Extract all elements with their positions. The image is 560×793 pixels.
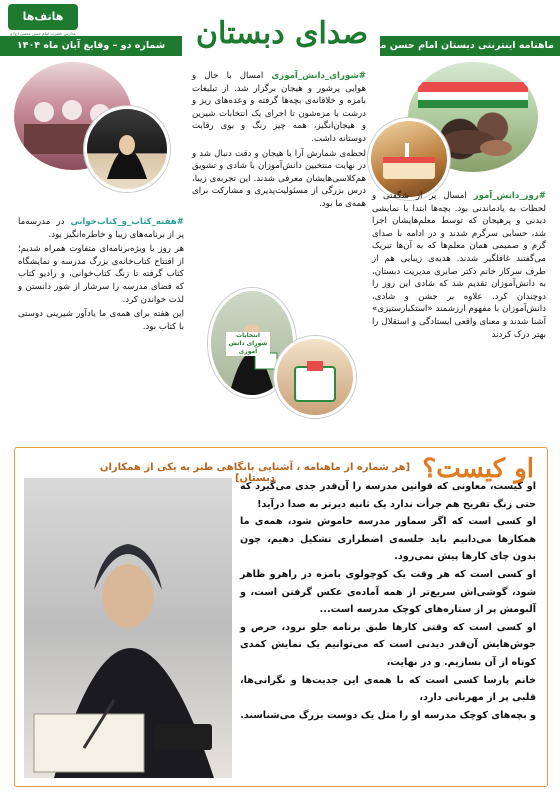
colleague-photo [24, 478, 232, 778]
who-paragraph-5: خانم پارسا کسی است که با همه‌ی این جدیت‌ها و نگرانی‌ها، قلبی پر از مهربانی دارد، [240, 674, 536, 704]
who-paragraph-4: او کسی است که وقتی کارها طبق برنامه جلو نرود، حرص و جوش‌هایش آن‌قدر دیدنی است که می‌توانیم یک نمایش کمدی کوتاه از آن بسازیم. و در نهایت، [240, 621, 536, 668]
council-photo-ballot [274, 336, 356, 418]
student-day-paragraph: #روز_دانش_آموز امسال پر از شگفتی و لحظات به یادماندنی بود. بچه‌ها ابتدا با نمایشی دیدنی و پرهیجان که توسط معلم‌هایشان اجرا شد، حسابی سرگرم شدند و در ادامه با صدای گرم و صمیمی همان معلم‌ها که به آن‌ها تبریک می‌گفتند غافلگیر شدند. هدیه‌ی زیبایی هم از طرف سرکار خانم دکتر صابری مدیریت دبستان، به دانش‌آموزان تقدیم شد که شادی این روز را دوچندان کرد. علاوه بر جشن و شادی، دانش‌آموزان با مفهوم ارزشمند «استکبارستیزی» آشنا شدند و معنای واقعی ایستادگی و استقلال را بهتر درک کردند [372, 191, 546, 340]
logo-subtitle: مدارس حضرت امام حسن مجتبی (ع) و [10, 31, 76, 36]
book-week-paragraph-1: #هفته_کتاب_و_کتاب‌خوانی در مدرسه‌ما پر از برنامه‌های زیبا و خاطره‌انگیز بود. [18, 217, 184, 240]
who-paragraph-2: او کسی است که اگر سماور مدرسه خاموش شود، همه‌ی ما همکارها می‌دانیم باید جلسه‌ی اضطراری تشکیل دهیم، چون بدون چای کارها پیش نمی‌رود. [240, 516, 536, 563]
woman-writing-icon [24, 478, 232, 778]
student-day-photo-small [368, 118, 450, 200]
book-week-article [18, 216, 184, 335]
ballot-box-icon [277, 339, 353, 415]
book-week-paragraph-2: هر روز با ویژه‌برنامه‌ای متفاوت همراه شدیم؛ از افتتاح کتاب‌خانه‌ی بزرگ مدرسه و نمایشگاه کتاب گرفته تا زنگ کتاب‌خوانی، و رادیو کتاب که فضای مدرسه را سرشار از شور دانستن و لذت خواندن کرد. [18, 244, 184, 305]
cake-icon [371, 121, 447, 197]
masthead-title: صدای دبستان [195, 16, 369, 51]
veiled-woman-icon [87, 109, 167, 189]
publication-name: ماهنامه اینترنتی دبستان امام حسن مجتبی [380, 36, 560, 56]
student-day-article [372, 190, 546, 343]
who-paragraph-3: او کسی است که هر وقت یک کوچولوی بامزه در راهرو ظاهر شود، گوشی‌اش سریع‌تر از همه آماده‌ی عکس گرفتن است، و آلبومش پر از ستاره‌های کوچک مدرسه است... [240, 568, 536, 616]
ballot-sign: انتخابات شورای دانش آموزی [226, 332, 270, 356]
issue-line: شماره دو – وقایع آبان ماه ۱۴۰۴ [0, 36, 182, 56]
who-paragraph-1: او کیست، معاونی که قوانین مدرسه را آن‌قدر جدی می‌گیرد که حتی زنگ تفریح هم جرأت ندارد یک ثانیه دیرتر به صدا درآید! [240, 481, 536, 510]
student-council-article [192, 70, 366, 213]
book-week-photo-small [84, 106, 170, 192]
council-paragraph-1: #شورای_دانش_آموزی امسال با حال و هوایی پرشور و هیجان برگزار شد. از تبلیغات بامزه و خلاقانه‌ی بچه‌ها گرفته و وعده‌های ریز و درشت با مزه‌شون تا اجرای یک انتخابات شیرین و هیجان‌انگیز، همه چیز رنگ و بوی رقابت دوستانه داشت. [192, 71, 366, 144]
who-paragraph-6: و بچه‌های کوچک مدرسه او را مثل یک دوست بزرگ می‌شناسند. [240, 709, 536, 721]
council-paragraph-2: لحظه‌ی شمارش آرا با هیجان و دقت دنبال شد و در نهایت منتخبین دانش‌آموزان با شادی و تشویق هم‌کلاسی‌هایشان معرفی شدند. این تجربه‌ی زیبا، درس بزرگی از مسئولیت‌پذیری و مشارکت برای همه‌ی ما بود. [192, 148, 366, 209]
who-is-she-text [240, 478, 536, 724]
who-is-she-subtitle: [هر شماره از ماهنامه ، آشنایی بانگاهی طنز به یکی از همکاران دبستان] [99, 462, 411, 484]
book-week-paragraph-3: این هفته برای همه‌ی ما یادآور شیرینی دوستی با کتاب بود. [18, 309, 184, 332]
publication-logo: هاتف‌ها [8, 4, 78, 30]
who-is-she-title: او کیست؟ [422, 454, 534, 484]
